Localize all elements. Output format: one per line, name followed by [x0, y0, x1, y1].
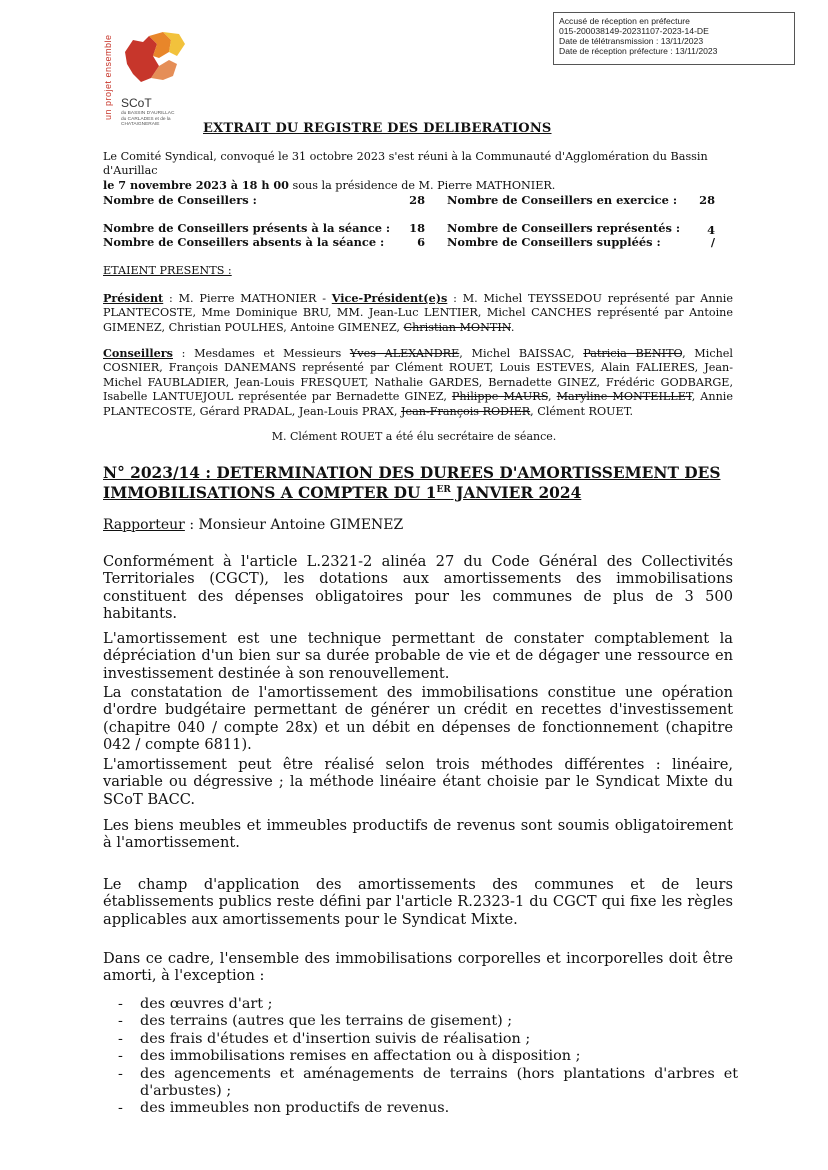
count-value: 6: [417, 235, 425, 249]
count-value: 4: [707, 223, 715, 237]
count-row: [103, 221, 723, 235]
vice-president-text: : M. Michel TEYSSEDOU représenté par Annie PLANTECOSTE, Mme Dominique BRU, MM. Jean-Luc LENTIER, Michel CANCHES représenté par Antoine GIMENEZ, Christian POULHES, Antoine GIMENEZ,: [103, 292, 733, 334]
rapporteur-name: : Monsieur Antoine GIMENEZ: [184, 517, 404, 533]
count-label: Nombre de Conseillers en exercice :: [447, 193, 678, 207]
list-item: - des agencements et aménagements de terrains (hors plantations d'arbres et d'arbustes) ;: [118, 1065, 738, 1100]
president-text: : M. Pierre MATHONIER -: [163, 292, 332, 305]
struck-name: Philippe MAURS: [451, 390, 548, 404]
president-label: Président: [103, 291, 164, 305]
body-paragraph: L'amortissement est une technique permettant de constater comptablement la dépréciation d'un bien sur sa durée probable de vie et de dégager une ressource en investissement destinée à son renouvellement.: [103, 630, 733, 682]
register-title: EXTRAIT DU REGISTRE DES DELIBERATIONS: [203, 121, 552, 136]
body-paragraph: Dans ce cadre, l'ensemble des immobilisations corporelles et incorporelles doit être amorti, à l'exception :: [103, 950, 733, 985]
list-item-text: des œuvres d'art ;: [140, 996, 273, 1012]
logo-title: SCoT: [121, 96, 152, 110]
list-item: - des immobilisations remises en affectation ou à disposition ;: [118, 1048, 581, 1065]
punctuation: .: [510, 320, 515, 334]
stamp-line: 015-200038149-20231107-2023-14-DE: [559, 26, 709, 36]
list-item: - des œuvres d'art ;: [118, 996, 273, 1012]
struck-name: Christian MONTIN: [403, 320, 511, 334]
list-item-text: des agencements et aménagements de terrains (hors plantations d'arbres et d'arbustes) ;: [140, 1065, 738, 1100]
conseillers-text: : Mesdames et Messieurs: [172, 347, 350, 360]
count-row: [103, 193, 723, 207]
count-value: 28: [699, 193, 715, 207]
rapporteur-label: Rapporteur: [103, 517, 185, 533]
list-item: - des immeubles non productifs de revenus.: [118, 1100, 450, 1117]
count-row: [103, 235, 723, 249]
conseillers-label: Conseillers: [103, 346, 173, 360]
deliberation-title: [103, 465, 753, 502]
list-item: - des terrains (autres que les terrains de gisement) ;: [118, 1013, 513, 1030]
intro-line1: Le Comité Syndical, convoqué le 31 octobre 2023 s'est réuni à la Communauté d'Agglomération du Bassin d'Aurillac: [103, 150, 708, 177]
reception-stamp: [553, 12, 795, 65]
president-paragraph: [103, 291, 733, 335]
count-value: /: [710, 235, 715, 249]
deliberation-title-end: JANVIER 2024: [450, 484, 582, 503]
secretary-note: M. Clément ROUET a été élu secrétaire de séance.: [271, 430, 557, 443]
conseillers-text: , Annie PLANTECOSTE, Gérard PRADAL, Jean-Louis PRAX,: [103, 390, 733, 418]
body-paragraph: Les biens meubles et immeubles productifs de revenus sont soumis obligatoirement à l'amortissement.: [103, 817, 733, 852]
body-paragraph: L'amortissement peut être réalisé selon trois méthodes différentes : linéaire, variable ou dégressive ; la méthode linéaire étant choisie par le Syndicat Mixte du SCoT BACC.: [103, 756, 733, 808]
logo-map-icon: [119, 30, 191, 92]
body-paragraph: La constatation de l'amortissement des immobilisations constitue une opération d'ordre budgétaire permettant de générer un crédit en recettes d'investissement (chapitre 040 / compte 28x) et un débit en dépenses de fonctionnement (chapitre 042 / compte 6811).: [103, 684, 733, 754]
stamp-line: Date de réception préfecture : 13/11/2023: [559, 46, 718, 56]
meeting-date: le 7 novembre 2023 à 18 h 00: [103, 178, 289, 192]
stamp-line: Date de télétransmission : 13/11/2023: [559, 36, 704, 46]
struck-name: Yves ALEXANDRE: [349, 347, 460, 360]
conseillers-text: , Michel BAISSAC,: [459, 347, 584, 360]
list-item: - des frais d'études et d'insertion suivis de réalisation ;: [118, 1030, 531, 1047]
struck-name: Maryline MONTEILLET: [556, 390, 692, 404]
body-paragraph: Le champ d'application des amortissements des communes et de leurs établissements publics reste défini par l'article R.2323-1 du CGCT qui fixe les règles applicables aux amortissements pour le Syndicat Mixte.: [103, 876, 733, 928]
list-item-text: des frais d'études et d'insertion suivis de réalisation ;: [140, 1030, 531, 1047]
conseillers-text: ,: [548, 390, 557, 404]
ordinal-suffix: ER: [436, 485, 451, 495]
count-value: 18: [409, 221, 425, 235]
exceptions-list: [118, 996, 738, 1118]
present-heading: ETAIENT PRESENTS :: [103, 264, 232, 277]
count-label: Nombre de Conseillers absents à la séance :: [103, 235, 385, 249]
conseillers-paragraph: [103, 346, 733, 419]
list-item-text: des immobilisations remises en affectation ou à disposition ;: [140, 1048, 581, 1065]
rapporteur: [103, 517, 403, 533]
struck-name: Jean-François RODIER: [400, 404, 531, 418]
intro-line2: sous la présidence de M. Pierre MATHONIER.: [288, 179, 556, 192]
deliberation-title-text: N° 2023/14 : DETERMINATION DES DUREES D'AMORTISSEMENT DES IMMOBILISATIONS A COMPTER DU 1: [103, 464, 721, 503]
list-item-text: des terrains (autres que les terrains de gisement) ;: [140, 1013, 513, 1030]
list-item-text: des immeubles non productifs de revenus.: [140, 1100, 450, 1117]
body-paragraph: Conformément à l'article L.2321-2 alinéa 27 du Code Général des Collectivités Territoriales (CGCT), les dotations aux amortissements des immobilisations constituent des dépenses obligatoires pour les communes de plus de 3 500 habitants.: [103, 553, 733, 623]
stamp-line: Accusé de réception en préfecture: [559, 16, 690, 26]
struck-name: Patricia BENITO: [583, 347, 683, 360]
count-label: Nombre de Conseillers représentés :: [447, 221, 681, 235]
vice-president-label: Vice-Président(e)s: [331, 291, 448, 305]
conseillers-text: , Clément ROUET.: [530, 404, 634, 418]
count-label: Nombre de Conseillers présents à la séance :: [103, 221, 391, 235]
count-label: Nombre de Conseillers :: [103, 193, 257, 207]
count-value: 28: [409, 193, 425, 207]
scot-logo: [103, 30, 193, 130]
conseillers-text: , Michel COSNIER, François DANEMANS représenté par Clément ROUET, Louis ESTEVES, Alain FALIERES, Jean-Michel FAUBLADIER, Jean-Louis FRESQUET, Nathalie GARDES, Bernadette GINEZ, Frédéric GODBARGE, Isabelle LANTUEJOUL représentée par Bernadette GINEZ,: [103, 347, 733, 404]
count-label: Nombre de Conseillers suppléés :: [447, 235, 661, 249]
logo-subtitle: du BASSIN D'AURILLAC du CARLADES et de la CHATAIGNERAIE: [121, 111, 175, 128]
logo-vertical-text: un projet ensemble: [103, 34, 113, 120]
intro-text: [103, 150, 733, 193]
